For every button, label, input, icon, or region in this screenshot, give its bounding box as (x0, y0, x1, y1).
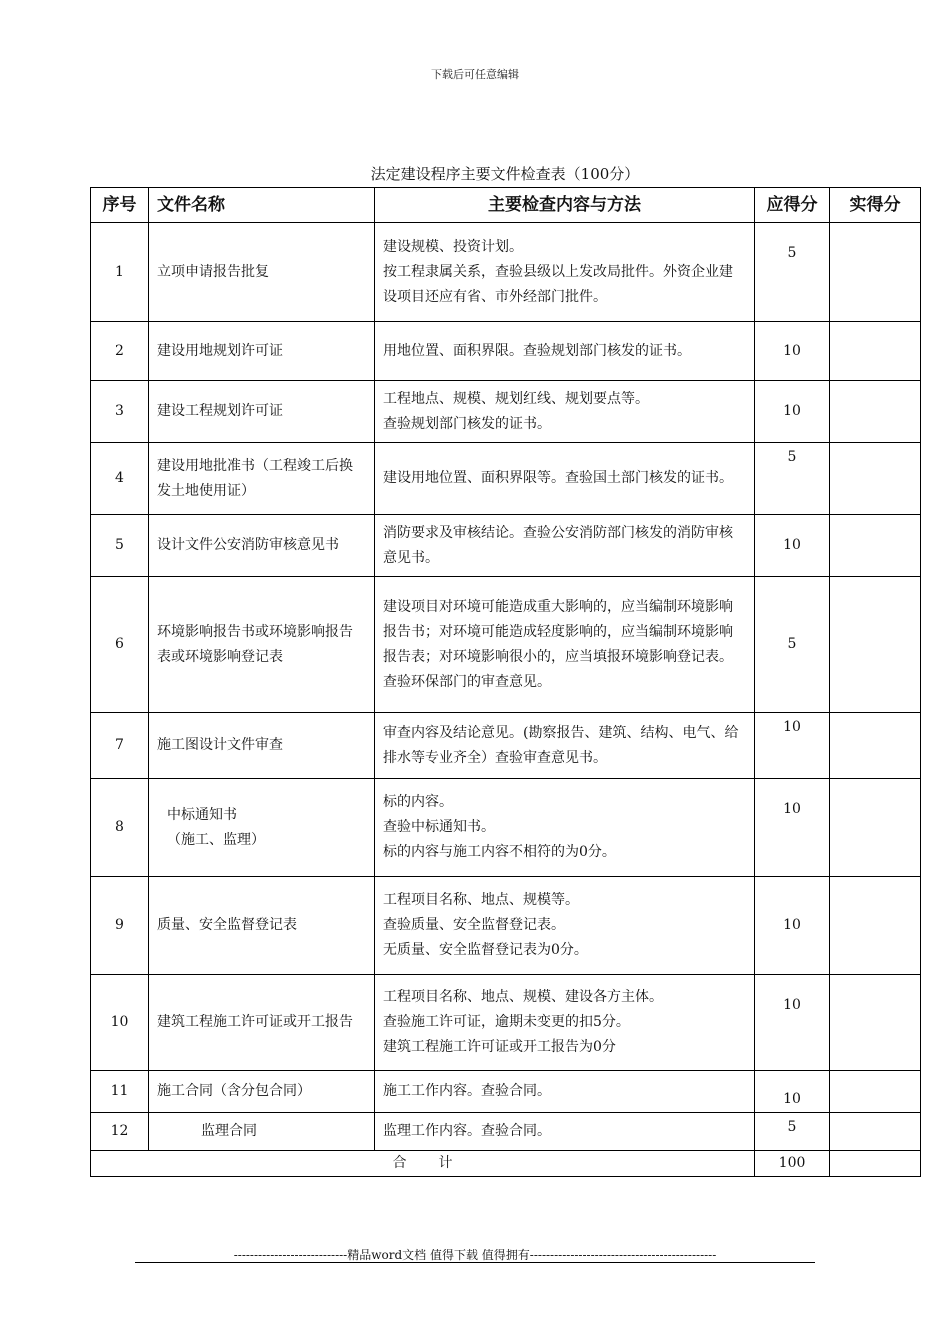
row-content-line: 审查内容及结论意见。(勘察报告、建筑、结构、电气、给排水等专业齐全）查验审查意见书。 (383, 724, 739, 766)
row-name-line: 质量、安全监督登记表 (157, 917, 297, 933)
row-seq: 7 (91, 713, 149, 779)
row-seq: 6 (91, 577, 149, 713)
row-seq: 4 (91, 443, 149, 515)
total-row (91, 1151, 921, 1177)
row-score: 10 (755, 713, 830, 779)
row-content (375, 779, 755, 877)
row-name-line: 监理合同 (201, 1123, 257, 1139)
row-content-line: 查验施工许可证，逾期未变更的扣5分。 (383, 1014, 630, 1030)
row-content-line: 查验规划部门核发的证书。 (383, 415, 551, 432)
row-name (149, 322, 375, 381)
row-actual (830, 515, 921, 577)
row-name (149, 779, 375, 877)
row-content (375, 381, 755, 443)
header-note: 下载后可任意编辑 (431, 68, 519, 81)
row-seq: 3 (91, 381, 149, 443)
table-row (91, 443, 921, 515)
row-name-line: 设计文件公安消防审核意见书 (157, 537, 339, 553)
table-row (91, 223, 921, 322)
row-content (375, 877, 755, 975)
row-content-line: 用地位置、面积界限。查验规划部门核发的证书。 (383, 342, 691, 359)
row-seq: 11 (91, 1071, 149, 1113)
table-row (91, 975, 921, 1071)
row-actual (830, 877, 921, 975)
table-header-row (91, 188, 921, 223)
total-label-part-2: 计 (438, 1155, 453, 1171)
row-actual (830, 975, 921, 1071)
row-actual (830, 779, 921, 877)
row-name (149, 443, 375, 515)
row-actual (830, 223, 921, 322)
footer-divider (135, 1262, 815, 1263)
row-content (375, 1113, 755, 1151)
row-content-line: 建设用地位置、面积界限等。查验国土部门核发的证书。 (383, 470, 733, 486)
row-seq: 8 (91, 779, 149, 877)
row-seq: 1 (91, 223, 149, 322)
row-content-line: 工程地点、规模、规划红线、规划要点等。 (383, 390, 649, 407)
row-content-line: 建筑工程施工许可证或开工报告为0分 (383, 1039, 616, 1055)
row-score: 10 (755, 1071, 830, 1113)
row-content-line: 查验中标通知书。 (383, 819, 495, 835)
total-label (91, 1151, 754, 1176)
row-name (149, 877, 375, 975)
row-name-line: （施工、监理） (167, 831, 265, 848)
row-seq: 5 (91, 515, 149, 577)
row-seq: 10 (91, 975, 149, 1071)
row-score: 10 (755, 975, 830, 1071)
header-seq: 序号 (91, 188, 149, 223)
row-content-line: 工程项目名称、地点、规模、建设各方主体。 (383, 989, 663, 1005)
row-content (375, 577, 755, 713)
row-actual (830, 713, 921, 779)
row-content-line: 标的内容。 (383, 794, 453, 810)
row-name-line: 立项申请报告批复 (157, 263, 269, 280)
row-name (149, 577, 375, 713)
row-name (149, 381, 375, 443)
row-score: 10 (755, 779, 830, 877)
row-score: 5 (755, 223, 830, 322)
row-name-line: 施工图设计文件审查 (157, 737, 283, 753)
row-name (149, 975, 375, 1071)
row-name (149, 1071, 375, 1113)
footer-text: ----------------------------精品word文档 值得下载 值得拥有---------------------------------------------- (233, 1248, 717, 1262)
row-score: 10 (755, 381, 830, 443)
row-name (149, 223, 375, 322)
table-row (91, 381, 921, 443)
header-actual: 实得分 (830, 188, 921, 223)
row-content-line: 标的内容与施工内容不相符的为0分。 (383, 844, 616, 860)
row-name-line: 建设用地批准书（工程竣工后换发土地使用证） (157, 457, 353, 499)
row-content-line: 消防要求及审核结论。查验公安消防部门核发的消防审核意见书。 (383, 524, 733, 566)
row-name-line: 中标通知书 (167, 806, 237, 823)
inspection-table (90, 187, 921, 1177)
table-row (91, 877, 921, 975)
row-actual (830, 443, 921, 515)
total-actual (830, 1151, 921, 1177)
row-seq: 2 (91, 322, 149, 381)
header-score: 应得分 (755, 188, 830, 223)
table-row (91, 1113, 921, 1151)
row-actual (830, 322, 921, 381)
row-seq: 12 (91, 1113, 149, 1151)
header-content: 主要检查内容与方法 (375, 188, 755, 223)
row-content (375, 223, 755, 322)
row-content-line: 监理工作内容。查验合同。 (383, 1123, 551, 1139)
row-content (375, 713, 755, 779)
row-content (375, 975, 755, 1071)
table-row (91, 577, 921, 713)
row-score: 5 (755, 443, 830, 515)
row-score: 5 (755, 1113, 830, 1151)
row-content (375, 515, 755, 577)
row-content-line: 建设项目对环境可能造成重大影响的，应当编制环境影响报告书；对环境可能造成轻度影响的，应当编制环境影响报告表；对环境影响很小的，应当填报环境影响登记表。查验环保部门的审查意见。 (383, 598, 733, 690)
row-score: 10 (755, 877, 830, 975)
table-row (91, 779, 921, 877)
row-name (149, 1113, 375, 1151)
table-row (91, 515, 921, 577)
row-name-line: 建筑工程施工许可证或开工报告 (157, 1014, 353, 1030)
row-score: 10 (755, 515, 830, 577)
row-actual (830, 1113, 921, 1151)
row-content-line: 建设规模、投资计划。 (383, 238, 523, 255)
row-content-line: 无质量、安全监督登记表为0分。 (383, 942, 588, 958)
row-score: 10 (755, 322, 830, 381)
row-score: 5 (755, 577, 830, 713)
row-content-line: 查验质量、安全监督登记表。 (383, 917, 565, 933)
row-content (375, 443, 755, 515)
row-content-line: 施工工作内容。查验合同。 (383, 1083, 551, 1099)
row-name-line: 建设用地规划许可证 (157, 342, 283, 359)
row-name (149, 515, 375, 577)
table-row (91, 713, 921, 779)
row-name-line: 环境影响报告书或环境影响报告表或环境影响登记表 (157, 623, 353, 665)
total-score: 100 (754, 1151, 829, 1176)
total-label-part-1: 合 (392, 1155, 407, 1171)
row-actual (830, 577, 921, 713)
table-row (91, 1071, 921, 1113)
row-content-line: 工程项目名称、地点、规模等。 (383, 892, 579, 908)
row-content (375, 1071, 755, 1113)
row-content-line: 按工程隶属关系，查验县级以上发改局批件。外资企业建设项目还应有省、市外经部门批件。 (383, 263, 733, 305)
row-seq: 9 (91, 877, 149, 975)
row-name-line: 施工合同（含分包合同） (157, 1083, 311, 1099)
row-actual (830, 381, 921, 443)
row-name (149, 713, 375, 779)
table-title: 法定建设程序主要文件检查表（100分） (370, 165, 640, 183)
row-name-line: 建设工程规划许可证 (157, 403, 283, 419)
row-content (375, 322, 755, 381)
row-actual (830, 1071, 921, 1113)
table-row (91, 322, 921, 381)
header-name: 文件名称 (149, 188, 375, 223)
